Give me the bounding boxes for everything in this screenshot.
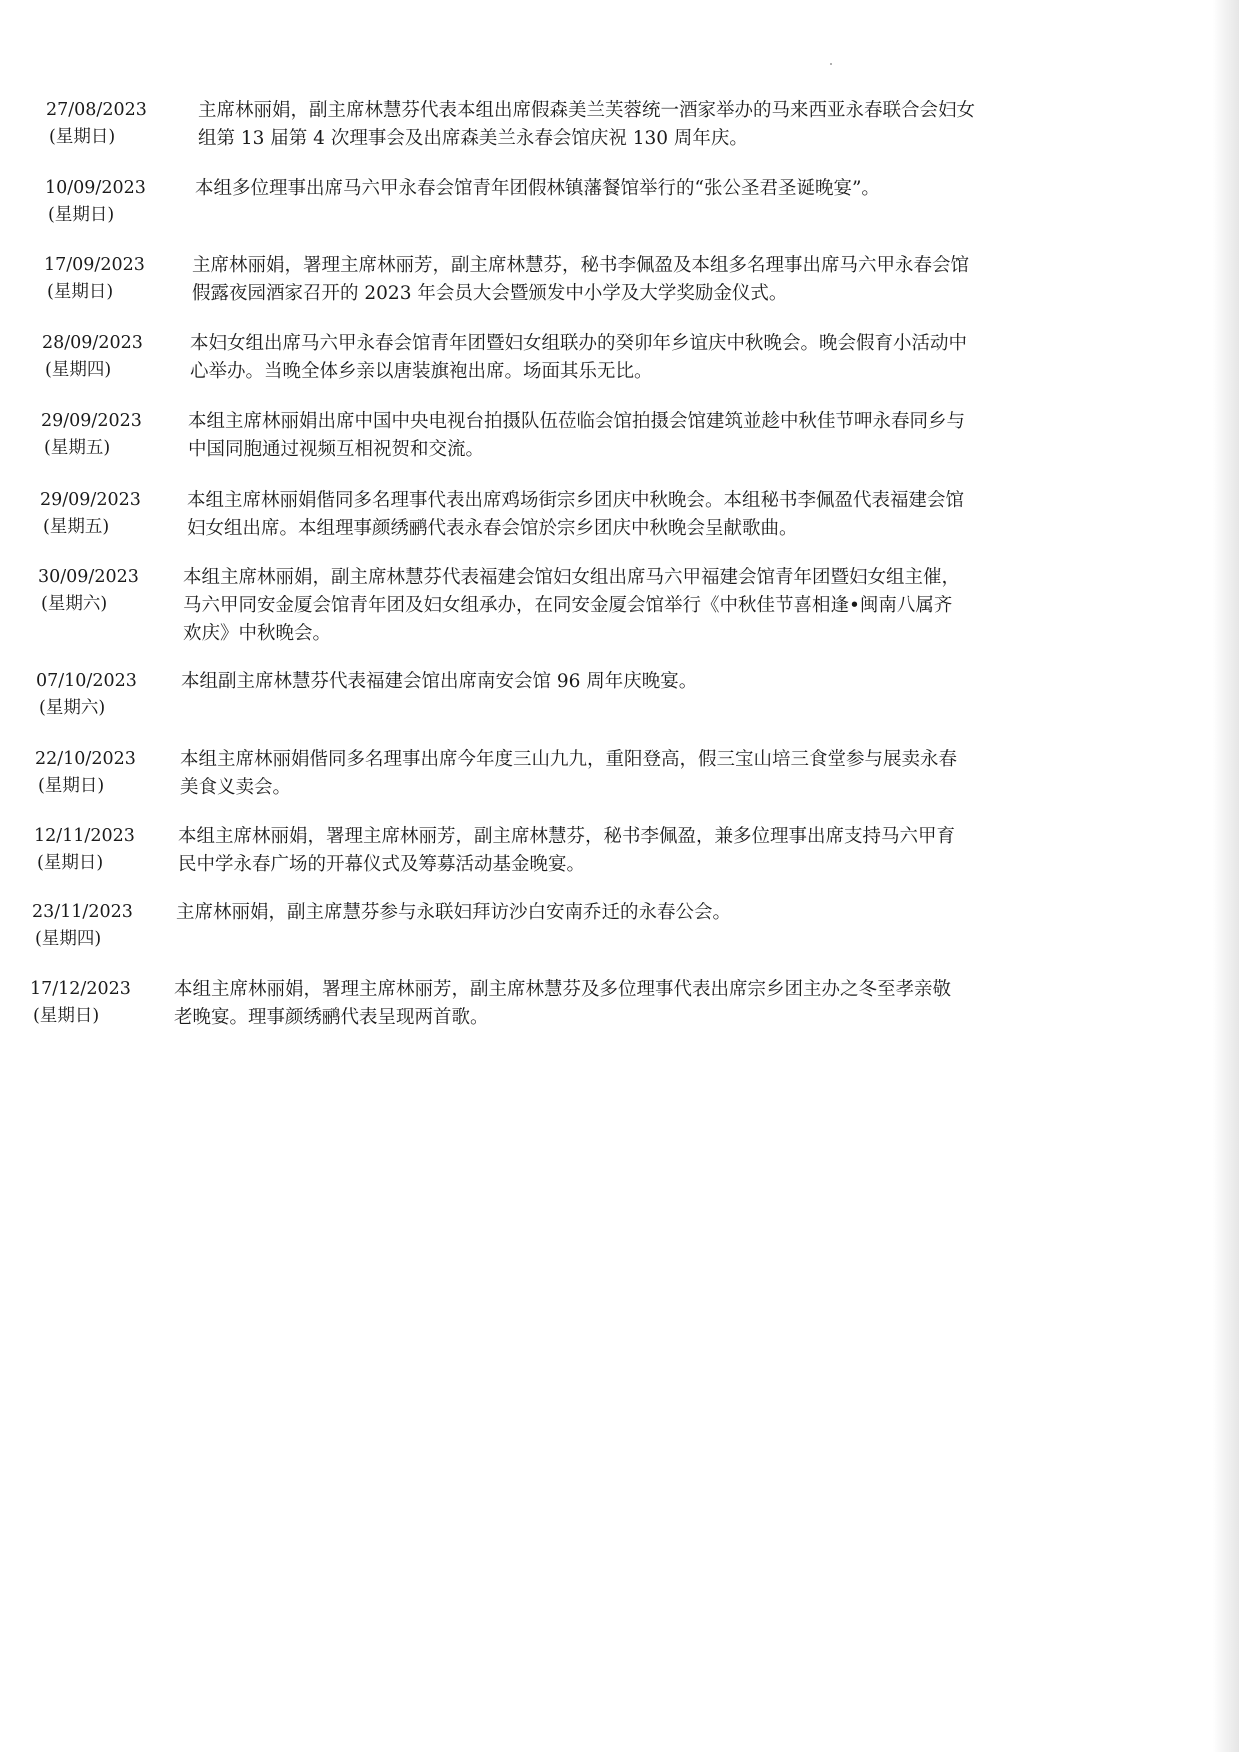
date-text: 17/09/2023 [44, 255, 145, 275]
description-line: 主席林丽娟，副主席慧芬参与永联妇拜访沙白安南乔迁的永春公会。 [176, 902, 732, 923]
entry-date [44, 252, 184, 306]
entry-date [34, 823, 174, 877]
description-line: 老晚宴。理事颜绣鹂代表呈现两首歌。 [174, 1007, 489, 1028]
entry-date [45, 175, 185, 229]
weekday-text: (星期五) [44, 438, 111, 458]
description-line: 主席林丽娟，副主席林慧芬代表本组出席假森美兰芙蓉统一酒家举办的马来西亚永春联合会妇女 [198, 100, 976, 121]
description-line: 妇女组出席。本组理事颜绣鹂代表永春会馆於宗乡团庆中秋晚会呈献歌曲。 [187, 518, 798, 539]
description-line: 本组副主席林慧芬代表福建会馆出席南安会馆 96 周年庆晚宴。 [181, 671, 698, 692]
weekday-text: (星期四) [45, 360, 112, 380]
entry-description [181, 668, 1171, 696]
date-text: 23/11/2023 [32, 902, 133, 922]
date-text: 28/09/2023 [42, 333, 143, 353]
entry-date [41, 408, 181, 462]
entry-date [36, 668, 176, 722]
description-line: 本组主席林丽娟，署理主席林丽芳，副主席林慧芬及多位理事代表出席宗乡团主办之冬至孝亲敬 [174, 979, 952, 1000]
description-line: 本妇女组出席马六甲永春会馆青年团暨妇女组联办的癸卯年乡谊庆中秋晚会。晚会假育小活动中 [190, 333, 968, 354]
weekday-text: (星期日) [37, 853, 104, 873]
description-line: 民中学永春广场的开幕仪式及筹募活动基金晚宴。 [178, 854, 586, 875]
entry-description [176, 899, 1166, 927]
entry-description [192, 252, 1182, 308]
description-line: 本组主席林丽娟偕同多名理事出席今年度三山九九，重阳登高，假三宝山培三食堂参与展卖永春 [180, 749, 958, 770]
weekday-text: (星期日) [48, 205, 115, 225]
entry-description [178, 823, 1168, 879]
entry-description [198, 97, 1188, 153]
date-text: 07/10/2023 [36, 671, 137, 691]
date-text: 12/11/2023 [34, 826, 135, 846]
entry-date [38, 564, 178, 618]
description-line: 马六甲同安金厦会馆青年团及妇女组承办，在同安金厦会馆举行《中秋佳节喜相逢•闽南八属齐 [183, 595, 953, 616]
date-text: 10/09/2023 [45, 178, 146, 198]
description-line: 心举办。当晚全体乡亲以唐装旗袍出席。场面其乐无比。 [190, 361, 653, 382]
entry-description [174, 976, 1164, 1032]
entry-date [32, 899, 172, 953]
weekday-text: (星期日) [38, 776, 105, 796]
description-line: 美食义卖会。 [180, 777, 292, 798]
description-line: 欢庆》中秋晚会。 [183, 623, 332, 644]
weekday-text: (星期五) [43, 517, 110, 537]
description-line: 本组主席林丽娟，署理主席林丽芳，副主席林慧芬，秘书李佩盈，兼多位理事出席支持马六甲育 [178, 826, 956, 847]
description-line: 本组主席林丽娟偕同多名理事代表出席鸡场街宗乡团庆中秋晚会。本组秘书李佩盈代表福建会馆 [187, 490, 965, 511]
weekday-text: (星期日) [47, 282, 114, 302]
entry-description [183, 564, 1173, 648]
date-text: 29/09/2023 [41, 411, 142, 431]
date-text: 27/08/2023 [46, 100, 147, 120]
description-line: 本组主席林丽娟，副主席林慧芬代表福建会馆妇女组出席马六甲福建会馆青年团暨妇女组主催， [183, 567, 961, 588]
weekday-text: (星期四) [35, 929, 102, 949]
entry-description [180, 746, 1170, 802]
weekday-text: (星期日) [33, 1006, 100, 1026]
weekday-text: (星期六) [41, 594, 108, 614]
scan-speck [830, 63, 832, 65]
description-line: 中国同胞通过视频互相祝贺和交流。 [188, 439, 485, 460]
scanned-page-edge [1213, 0, 1239, 1752]
date-text: 29/09/2023 [40, 490, 141, 510]
entry-description [188, 408, 1178, 464]
description-line: 主席林丽娟，署理主席林丽芳，副主席林慧芬，秘书李佩盈及本组多名理事出席马六甲永春会馆 [192, 255, 970, 276]
entry-date [30, 976, 170, 1030]
weekday-text: (星期日) [49, 127, 116, 147]
entry-date [42, 330, 182, 384]
weekday-text: (星期六) [39, 698, 106, 718]
entry-date [35, 746, 175, 800]
date-text: 17/12/2023 [30, 979, 131, 999]
description-line: 组第 13 届第 4 次理事会及出席森美兰永春会馆庆祝 130 周年庆。 [198, 128, 748, 149]
description-line: 本组多位理事出席马六甲永春会馆青年团假林镇藩餐馆举行的“张公圣君圣诞晚宴”。 [195, 178, 880, 199]
date-text: 22/10/2023 [35, 749, 136, 769]
date-text: 30/09/2023 [38, 567, 139, 587]
entry-description [190, 330, 1180, 386]
entry-date [40, 487, 180, 541]
entry-description [187, 487, 1177, 543]
description-line: 假露夜园酒家召开的 2023 年会员大会暨颁发中小学及大学奖励金仪式。 [192, 283, 788, 304]
entry-description [195, 175, 1185, 203]
entry-date [46, 97, 186, 151]
description-line: 本组主席林丽娟出席中国中央电视台拍摄队伍莅临会馆拍摄会馆建筑並趁中秋佳节呷永春同乡与 [188, 411, 966, 432]
